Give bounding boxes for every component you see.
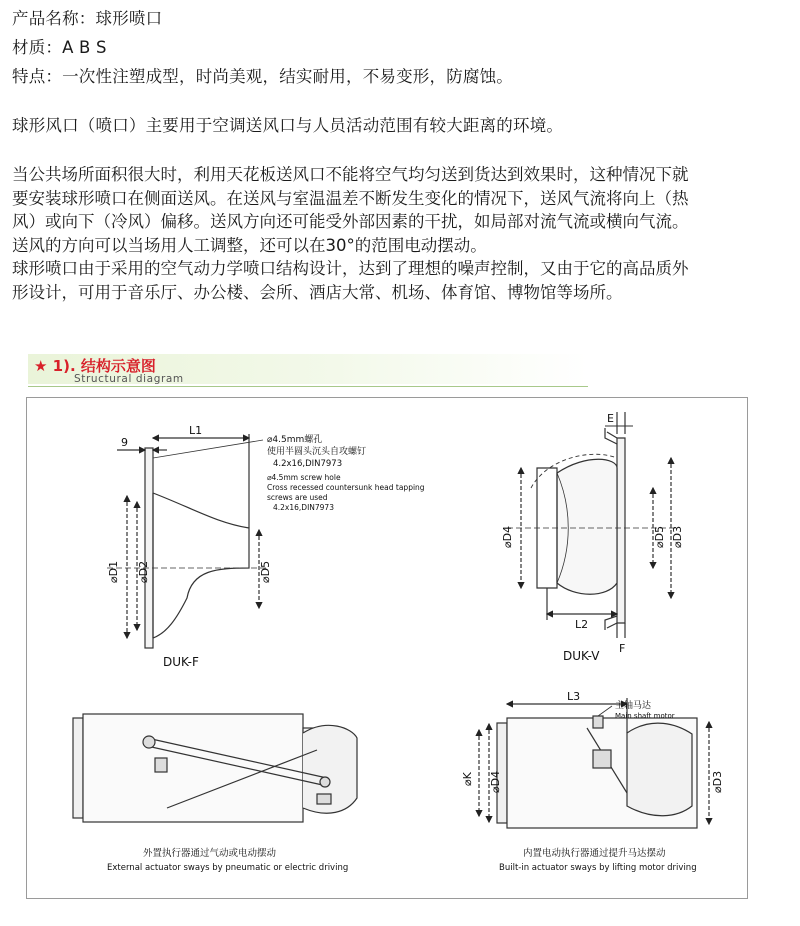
description-line: 送风的方向可以当场用人工调整，还可以在30°的范围电动摆动。 xyxy=(12,235,487,255)
duk-f-note: 使用半圆头沉头自攻螺钉 xyxy=(267,447,367,457)
duk-f-diagram xyxy=(107,434,267,648)
builtin-motor-cn: 主轴马达 xyxy=(615,701,652,711)
duk-v-diagram xyxy=(507,412,677,638)
description-line: 形设计，可用于音乐厅、办公楼、会所、酒店大常、机场、体育馆、博物馆等场所。 xyxy=(12,282,623,302)
builtin-dim-d3: ⌀D3 xyxy=(711,770,724,793)
banner-underline xyxy=(28,386,588,387)
builtin-dim-l3: L3 xyxy=(567,690,581,703)
duk-f-dim-9: 9 xyxy=(121,436,128,449)
description-line: 球形喷口由于采用的空气动力学喷口结构设计，达到了理想的噪声控制，又由于它的高品质外 xyxy=(12,259,689,278)
duk-v-dim-l2: L2 xyxy=(575,618,589,631)
builtin-dim-d4: ⌀D4 xyxy=(489,770,502,793)
section-banner xyxy=(28,354,788,388)
duk-v-dim-d5: ⌀D5 xyxy=(653,525,666,548)
intro: 球形风口（喷口）主要用于空调送风口与人员活动范围有较大距离的环境。 xyxy=(12,116,564,135)
builtin-caption-cn: 内置电动执行器通过提升马达摆动 xyxy=(523,848,666,859)
description xyxy=(12,163,792,304)
diagram-frame xyxy=(26,397,748,899)
description-line: 风）或向下（冷风）偏移。送风方向还可能受外部因素的干扰，如局部对流气流或横向气流。 xyxy=(12,212,689,231)
material: 材质：A B S xyxy=(12,38,107,57)
duk-v-label: DUK-V xyxy=(563,649,600,663)
section-title: ★ 1). 结构示意图 xyxy=(34,357,156,375)
section-subtitle: Structural diagram xyxy=(74,373,184,385)
duk-v-dim-f: F xyxy=(619,642,626,655)
duk-f-dim-d5: ⌀D5 xyxy=(259,560,272,583)
builtin-caption-en: Built-in actuator sways by lifting motor driving xyxy=(499,863,697,873)
duk-v-dim-d3: ⌀D3 xyxy=(671,525,684,548)
duk-f-note: ⌀4.5mm螺孔 xyxy=(267,435,323,445)
duk-f-note: 4.2x16,DIN7973 xyxy=(273,503,334,512)
product-name: 产品名称：球形喷口 xyxy=(12,9,163,28)
structural-diagram xyxy=(27,398,747,898)
features: 特点：一次性注塑成型，时尚美观，结实耐用，不易变形，防腐蚀。 xyxy=(12,67,513,86)
duk-f-label: DUK-F xyxy=(163,655,199,669)
duk-f-cone xyxy=(153,493,249,638)
duk-f-note: screws are used xyxy=(267,493,328,502)
external-caption-cn: 外置执行器通过气动或电动摆动 xyxy=(143,848,277,859)
duk-f-note: ⌀4.5mm screw hole xyxy=(267,473,341,482)
external-actuator-diagram xyxy=(73,714,357,822)
duk-f-note: 4.2x16,DIN7973 xyxy=(273,459,343,469)
duk-f-flange xyxy=(145,448,153,648)
duk-v-dim-e: E xyxy=(607,412,614,425)
builtin-motor-en: Main shaft motor xyxy=(615,712,675,720)
duk-f-dim-d1: ⌀D1 xyxy=(107,560,120,583)
duk-f-dim-d2: ⌀D2 xyxy=(137,560,150,583)
description-line: 当公共场所面积很大时，利用天花板送风口不能将空气均匀送到货达到效果时，这种情况下就 xyxy=(12,165,689,184)
duk-v-dim-d4: ⌀D4 xyxy=(501,525,514,548)
external-caption-en: External actuator sways by pneumatic or electric driving xyxy=(107,863,349,873)
builtin-dim-k: ⌀K xyxy=(461,772,474,786)
description-line: 要安装球形喷口在侧面送风。在送风与室温温差不断发生变化的情况下，送风气流将向上（热 xyxy=(12,188,689,208)
duk-f-dim-l1: L1 xyxy=(189,424,203,437)
duk-f-note: Cross recessed countersunk head tapping xyxy=(267,483,425,492)
